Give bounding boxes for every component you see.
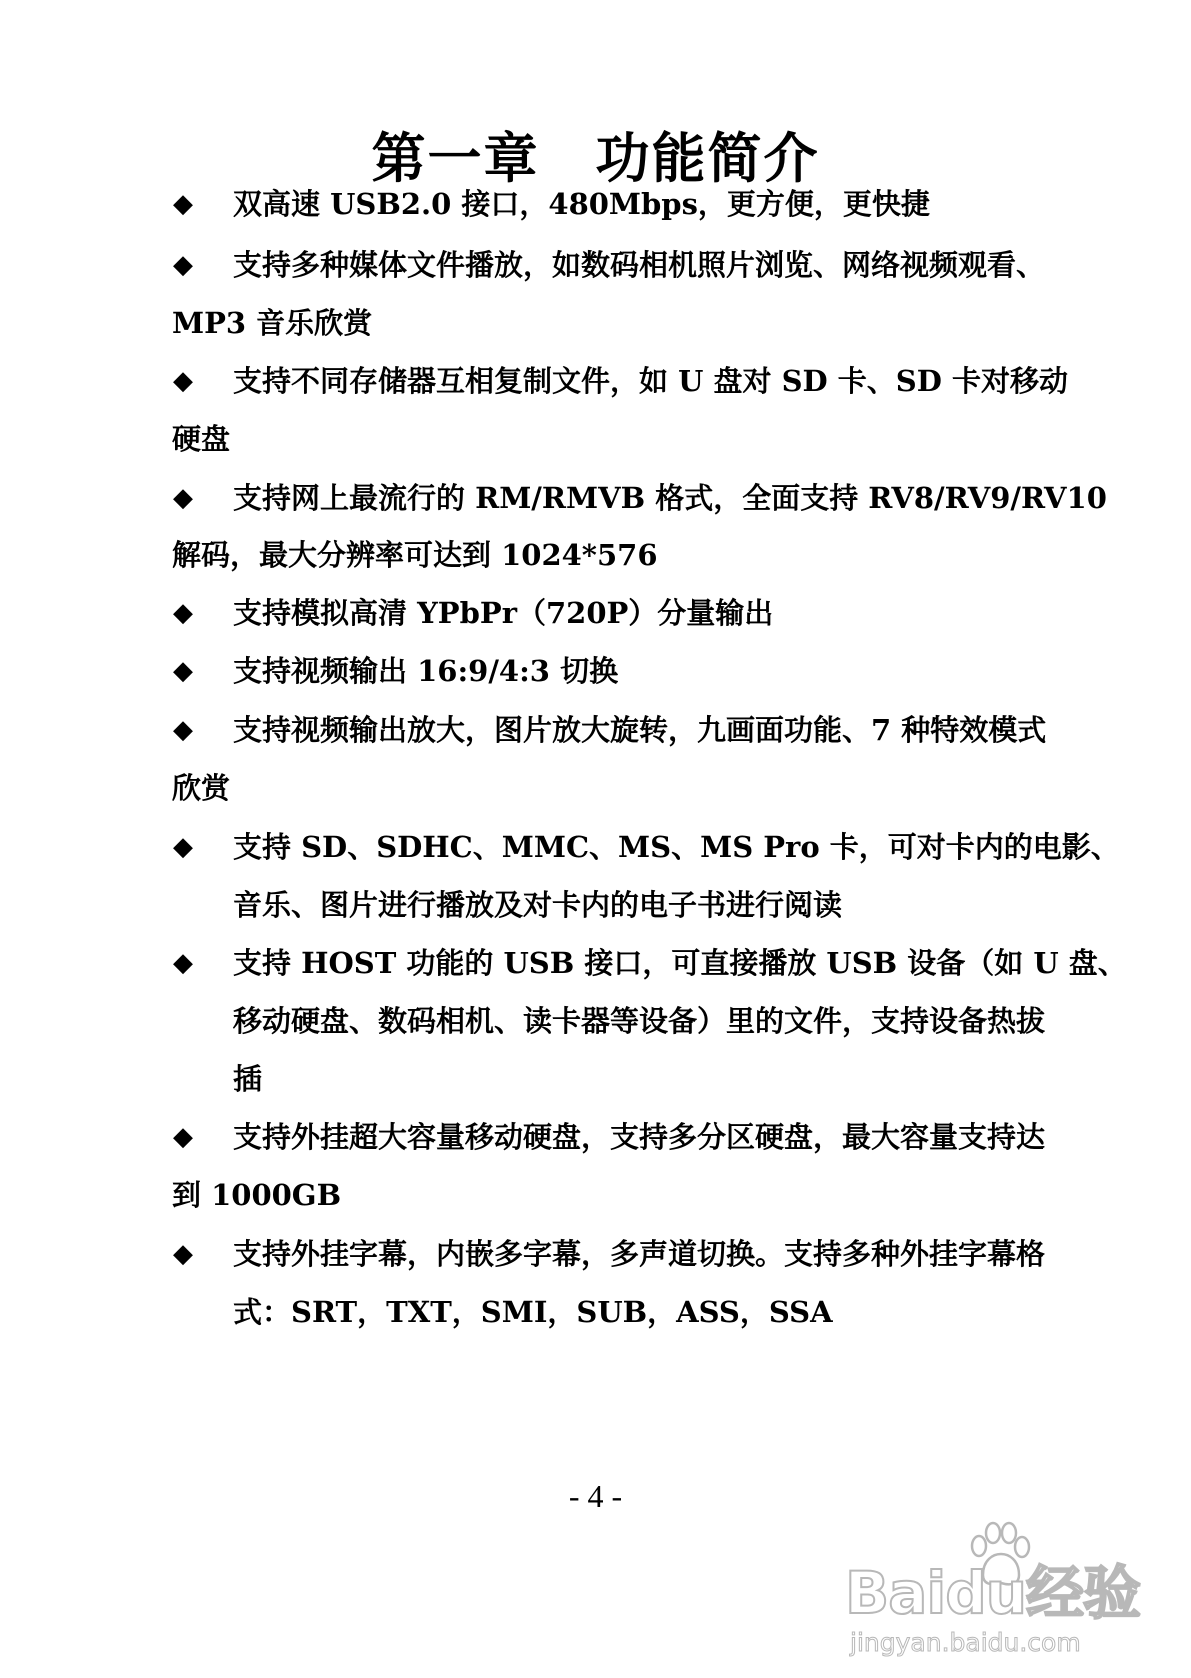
feature-line-continued: MP3 音乐欣赏 [172, 306, 373, 340]
feature-line-continued: 式：SRT，TXT，SMI，SUB，ASS，SSA [233, 1295, 833, 1329]
bullet-icon: ◆ [173, 832, 193, 862]
bullet-icon: ◆ [173, 483, 193, 513]
feature-line-continued: 到 1000GB [172, 1178, 342, 1212]
feature-line: 支持不同存储器互相复制文件，如 U 盘对 SD 卡、SD 卡对移动 [233, 364, 1068, 398]
feature-line-continued: 硬盘 [172, 422, 231, 456]
feature-line-continued: 音乐、图片进行播放及对卡内的电子书进行阅读 [233, 888, 843, 922]
bullet-icon: ◆ [173, 189, 193, 219]
feature-line-continued: 欣赏 [172, 771, 231, 805]
watermark-url: jingyan.baidu.com [850, 1628, 1081, 1657]
bullet-icon: ◆ [173, 1239, 193, 1269]
chapter-title: 第一章 功能简介 [371, 126, 820, 190]
feature-line-continued: 解码，最大分辨率可达到 1024*576 [172, 538, 658, 572]
feature-line: 双高速 USB2.0 接口，480Mbps，更方便，更快捷 [233, 187, 930, 221]
feature-line: 支持视频输出 16:9/4:3 切换 [233, 654, 619, 688]
feature-line: 支持网上最流行的 RM/RMVB 格式，全面支持 RV8/RV9/RV10 [233, 481, 1107, 515]
bullet-icon: ◆ [173, 656, 193, 686]
feature-line-continued: 移动硬盘、数码相机、读卡器等设备）里的文件，支持设备热拔 [233, 1004, 1046, 1038]
watermark-logo-text: Baidu经验 [845, 1559, 1141, 1627]
feature-line: 支持多种媒体文件播放，如数码相机照片浏览、网络视频观看、 [233, 248, 1046, 282]
feature-line: 支持视频输出放大，图片放大旋转，九画面功能、7 种特效模式 [233, 713, 1047, 747]
feature-line: 支持 HOST 功能的 USB 接口，可直接播放 USB 设备（如 U 盘、 [233, 946, 1127, 980]
feature-line: 支持 SD、SDHC、MMC、MS、MS Pro 卡，可对卡内的电影、 [233, 830, 1120, 864]
page-number: - 4 - [568, 1478, 623, 1514]
bullet-icon: ◆ [173, 948, 193, 978]
bullet-icon: ◆ [173, 250, 193, 280]
bullet-icon: ◆ [173, 1122, 193, 1152]
baidu-jingyan-watermark [845, 1520, 1145, 1660]
feature-line: 支持外挂超大容量移动硬盘，支持多分区硬盘，最大容量支持达 [233, 1120, 1046, 1154]
bullet-icon: ◆ [173, 598, 193, 628]
feature-line-continued: 插 [233, 1062, 263, 1096]
bullet-icon: ◆ [173, 715, 193, 745]
feature-line: 支持外挂字幕，内嵌多字幕，多声道切换。支持多种外挂字幕格 [233, 1237, 1046, 1271]
bullet-icon: ◆ [173, 366, 193, 396]
feature-line: 支持模拟高清 YPbPr（720P）分量输出 [233, 596, 774, 630]
